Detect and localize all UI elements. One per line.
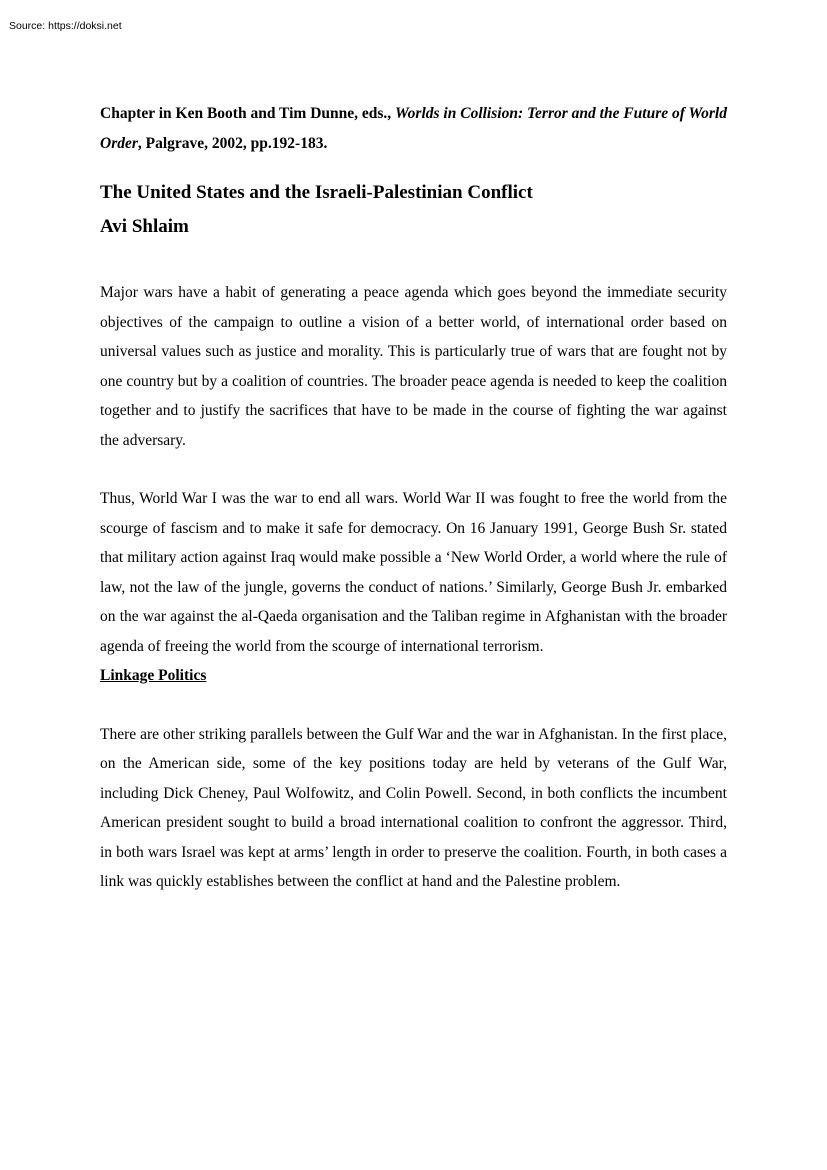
body-paragraph-1: Major wars have a habit of generating a peace agenda which goes beyond the immediate security objectives of the campaign to outline a vision of a better world, of international order based on universal values such as justice and morality. This is particularly true of wars that are fought not by one country but by a coalition of countries. The broader peace agenda is needed to keep the coalition together and to justify the sacrifices that have to be made in the course of fighting the war against the adversary.	[100, 284, 727, 449]
source-url: Source: https://doksi.net	[9, 20, 122, 32]
title-block	[100, 176, 727, 244]
citation	[100, 99, 727, 158]
citation-book-title: Worlds in Collision: Terror and the Future of World Order	[100, 105, 727, 152]
citation-suffix: , Palgrave, 2002, pp.192-183.	[137, 134, 328, 152]
citation-prefix: Chapter in Ken Booth and Tim Dunne, eds.,	[100, 105, 396, 122]
document-page	[100, 99, 727, 897]
section-heading: Linkage Politics	[100, 667, 207, 684]
article-title: The United States and the Israeli-Palestinian Conflict	[100, 182, 533, 203]
body-paragraph-2: Thus, World War I was the war to end all wars. World War II was fought to free the world from the scourge of fascism and to make it safe for democracy. On 16 January 1991, George Bush Sr. stated that military action against Iraq would make possible a ‘New World Order, a world where the rule of law, not the law of the jungle, governs the conduct of nations.’ Similarly, George Bush Jr. embarked on the war against the al-Qaeda organisation and the Taliban regime in Afghanistan with the broader agenda of freeing the world from the scourge of international terrorism.	[100, 490, 727, 655]
article-author: Avi Shlaim	[100, 216, 189, 237]
section-paragraph: There are other striking parallels between the Gulf War and the war in Afghanistan. In the first place, on the American side, some of the key positions today are held by veterans of the Gulf War, including Dick Cheney, Paul Wolfowitz, and Colin Powell. Second, in both conflicts the incumbent American president sought to build a broad international coalition to confront the aggressor. Third, in both wars Israel was kept at arms’ length in order to preserve the coalition. Fourth, in both cases a link was quickly establishes between the conflict at hand and the Palestine problem.	[100, 725, 727, 890]
